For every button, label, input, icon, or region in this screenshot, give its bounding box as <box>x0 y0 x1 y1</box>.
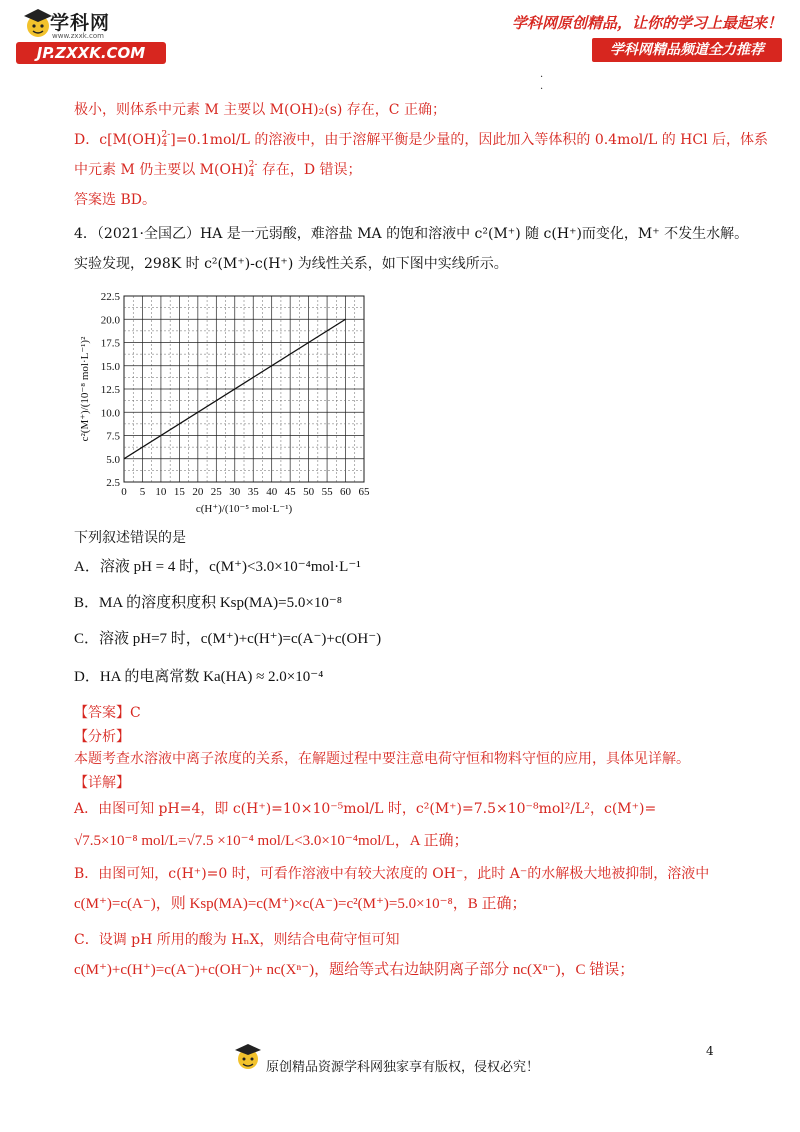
analysis-label: 【分析】 <box>74 729 130 745</box>
detail-c-1: C．设调 pH 所用的酸为 HₙX，则结合电荷守恒可知 <box>74 932 400 948</box>
x-tick-label: 25 <box>210 486 222 498</box>
x-axis-label: c(H⁺)/(10⁻⁵ mol·L⁻¹) <box>195 503 293 515</box>
y-axis-label: c²(M⁺)/(10⁻⁸ mol·L⁻¹)² <box>80 336 91 442</box>
x-tick-label: 45 <box>284 486 296 498</box>
y-tick-label: 5.0 <box>106 453 120 466</box>
option-a[interactable]: A．溶液 pH = 4 时，c(M⁺)<3.0×10⁻⁴mol·L⁻¹ <box>74 559 361 575</box>
question-stem-2: 实验发现，298K 时 c²(M⁺)-c(H⁺) 为线性关系，如下图中实线所示。 <box>74 256 508 272</box>
x-tick-label: 10 <box>155 486 167 498</box>
linear-chart <box>80 282 400 522</box>
y-tick-label: 10.0 <box>100 407 120 420</box>
detail-c-2: c(M⁺)+c(H⁺)=c(A⁻)+c(OH⁻)+ nc(Xⁿ⁻)，题给等式右边缺阴离子部分 nc(Xⁿ⁻)，C 错误； <box>74 962 635 978</box>
header-slogan: 学科网原创精品，让你的学习上最起来！ <box>511 14 782 32</box>
y-tick-label: 2.5 <box>106 477 120 489</box>
prev-line-1: 极小，则体系中元素 M 主要以 M(OH)₂(s) 存在，C 正确； <box>74 102 446 118</box>
page-number: 4 <box>706 1044 714 1058</box>
prev-line-3: 中元素 M 仍主要以 M(OH)2- 4 存在，D 错误； <box>74 160 362 179</box>
option-d[interactable]: D．HA 的电离常数 Ka(HA) ≈ 2.0×10⁻⁴ <box>74 669 324 685</box>
x-tick-label: 35 <box>247 486 259 498</box>
question-prompt: 下列叙述错误的是 <box>74 530 186 546</box>
x-tick-label: 55 <box>321 486 333 498</box>
y-tick-label: 7.5 <box>106 430 120 443</box>
y-tick-label: 12.5 <box>100 384 120 396</box>
chart-svg <box>80 282 400 522</box>
x-tick-label: 30 <box>229 486 241 498</box>
option-c[interactable]: C．溶液 pH=7 时，c(M⁺)+c(H⁺)=c(A⁻)+c(OH⁻) <box>74 631 382 647</box>
y-tick-label: 15.0 <box>100 360 120 373</box>
footer-copyright: 原创精品资源学科网独家享有版权，侵权必究！ <box>266 1060 540 1075</box>
x-tick-label: 0 <box>121 486 127 498</box>
analysis-text: 本题考查水溶液中离子浓度的关系，在解题过程中要注意电荷守恒和物料守恒的应用，具体见详解。 <box>74 751 690 767</box>
prev-answer: 答案选 BD。 <box>74 192 156 208</box>
logo-url-link[interactable]: JP.ZXXK.COM <box>36 44 146 62</box>
x-tick-label: 40 <box>266 486 278 498</box>
detail-a-2: √7.5×10⁻⁸ mol/L=√7.5 ×10⁻⁴ mol/L<3.0×10⁻⁴mol/L，A 正确； <box>74 833 469 849</box>
x-tick-label: 5 <box>139 486 146 498</box>
option-b[interactable]: B．MA 的溶度积度积 Ksp(MA)=5.0×10⁻⁸ <box>74 595 342 611</box>
decorative-dots: · · <box>540 72 544 95</box>
logo-title: 学科网 <box>50 12 111 34</box>
y-tick-label: 17.5 <box>100 337 120 350</box>
header-banner: 学科网精品频道全力推荐 <box>592 38 782 62</box>
x-tick-label: 60 <box>340 486 352 498</box>
answer-label: 【答案】C <box>74 705 141 721</box>
detail-a-1: A．由图可知 pH=4，即 c(H⁺)=10×10⁻⁵mol/L 时，c²(M⁺)=7.5×10⁻⁸mol²/L²，c(M⁺)= <box>74 801 657 817</box>
detail-label: 【详解】 <box>74 775 130 791</box>
question-stem-1: 4．（2021·全国乙）HA 是一元弱酸，难溶盐 MA 的饱和溶液中 c²(M⁺) 随 c(H⁺)而变化，M⁺ 不发生水解。 <box>74 226 749 242</box>
x-tick-label: 20 <box>192 486 204 498</box>
logo-small-url: www.zxxk.com <box>52 32 104 40</box>
x-tick-label: 65 <box>358 486 370 498</box>
prev-line-2: D．c[M(OH)2- 4 ]=0.1mol/L 的溶液中，由于溶解平衡是少量的，因此加入等体积的 0.4mol/L 的 HCl 后，体系 <box>74 130 769 149</box>
detail-b-2: c(M⁺)=c(A⁻)，则 Ksp(MA)=c(M⁺)×c(A⁻)=c²(M⁺)=5.0×10⁻⁸，B 正确； <box>74 896 527 912</box>
graduate-mascot-icon <box>232 1040 264 1072</box>
detail-b-1: B．由图可知，c(H⁺)=0 时，可看作溶液中有较大浓度的 OH⁻，此时 A⁻的水解极大地被抑制，溶液中 <box>74 866 710 882</box>
y-tick-label: 22.5 <box>100 291 120 303</box>
x-tick-label: 15 <box>173 486 185 498</box>
y-tick-label: 20.0 <box>100 314 120 327</box>
x-tick-label: 50 <box>303 486 315 498</box>
